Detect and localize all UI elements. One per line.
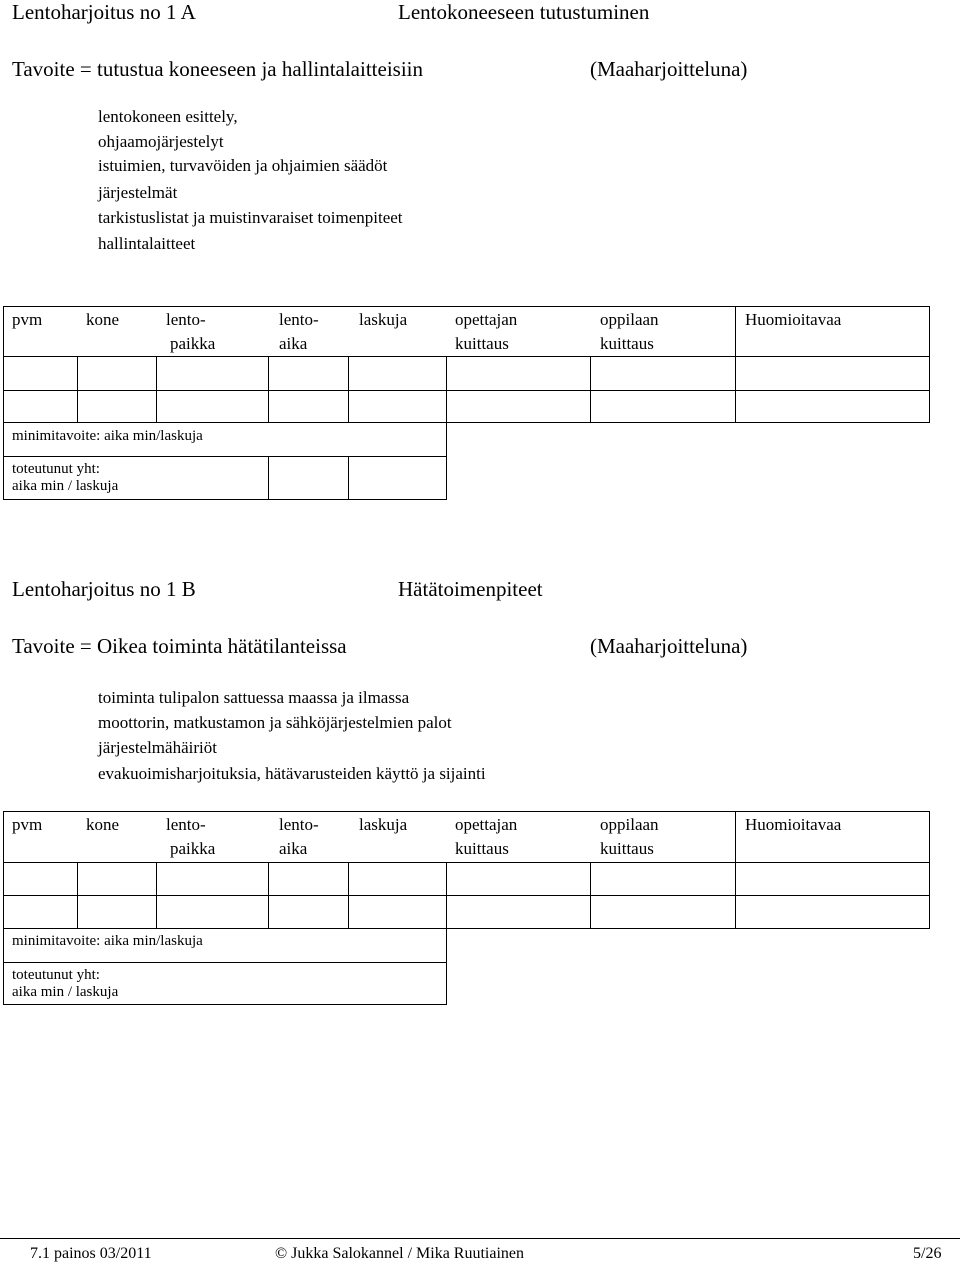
list-item: järjestelmät — [98, 183, 178, 202]
list-item: järjestelmähäiriöt — [98, 738, 217, 757]
completed-total-label: toteutunut yht: aika min / laskuja — [12, 967, 119, 1000]
col-header-huomioitavaa: Huomioitavaa — [745, 815, 842, 834]
col-header-laskuja: laskuja — [359, 310, 408, 329]
list-item: evakuoimisharjoituksia, hätävarusteiden käyttö ja sijainti — [98, 764, 486, 783]
col-header-pvm: pvm — [12, 815, 43, 834]
list-item: toiminta tulipalon sattuessa maassa ja ilmassa — [98, 688, 410, 707]
col-header-lentopaikka: lento- paikka — [166, 310, 216, 353]
list-item: tarkistuslistat ja muistinvaraiset toimenpiteet — [98, 208, 403, 227]
col-header-opettajan-kuittaus: opettajan kuittaus — [455, 310, 518, 353]
col-header-pvm: pvm — [12, 310, 43, 329]
col-header-huomioitavaa: Huomioitavaa — [745, 310, 842, 329]
exercise-b-mode: (Maaharjoitteluna) — [590, 634, 748, 658]
col-header-lentopaikka: lento- paikka — [166, 815, 216, 858]
footer-rule — [0, 1238, 960, 1239]
col-header-oppilaan-kuittaus: oppilaan kuittaus — [600, 815, 659, 858]
list-item: hallintalaitteet — [98, 234, 196, 253]
list-item: moottorin, matkustamon ja sähköjärjestelmien palot — [98, 713, 452, 732]
col-header-lentoaika: lento- aika — [279, 815, 319, 858]
list-item: istuimien, turvavöiden ja ohjaimien säädöt — [98, 156, 388, 175]
exercise-a-mode: (Maaharjoitteluna) — [590, 57, 748, 81]
col-header-kone: kone — [86, 310, 120, 329]
col-header-oppilaan-kuittaus: oppilaan kuittaus — [600, 310, 659, 353]
col-header-kone: kone — [86, 815, 120, 834]
exercise-a-subtitle: Lentokoneeseen tutustuminen — [398, 0, 650, 24]
footer-page-number: 5/26 — [913, 1245, 942, 1262]
exercise-b-subtitle: Hätätoimenpiteet — [398, 577, 543, 601]
minimum-goal-label: minimitavoite: aika min/laskuja — [12, 428, 203, 444]
footer-copyright: © Jukka Salokannel / Mika Ruutiainen — [275, 1245, 525, 1262]
col-header-laskuja: laskuja — [359, 815, 408, 834]
footer-edition: 7.1 painos 03/2011 — [30, 1245, 152, 1262]
minimum-goal-label: minimitavoite: aika min/laskuja — [12, 933, 203, 949]
completed-total-label: toteutunut yht: aika min / laskuja — [12, 461, 119, 494]
list-item: lentokoneen esittely, — [98, 107, 238, 126]
exercise-a-title: Lentoharjoitus no 1 A — [12, 0, 196, 24]
col-header-lentoaika: lento- aika — [279, 310, 319, 353]
exercise-b-goal: Tavoite = Oikea toiminta hätätilanteissa — [12, 634, 347, 658]
col-header-opettajan-kuittaus: opettajan kuittaus — [455, 815, 518, 858]
exercise-b-title: Lentoharjoitus no 1 B — [12, 577, 196, 601]
exercise-a-goal: Tavoite = tutustua koneeseen ja hallintalaitteisiin — [12, 57, 424, 81]
list-item: ohjaamojärjestelyt — [98, 132, 224, 151]
